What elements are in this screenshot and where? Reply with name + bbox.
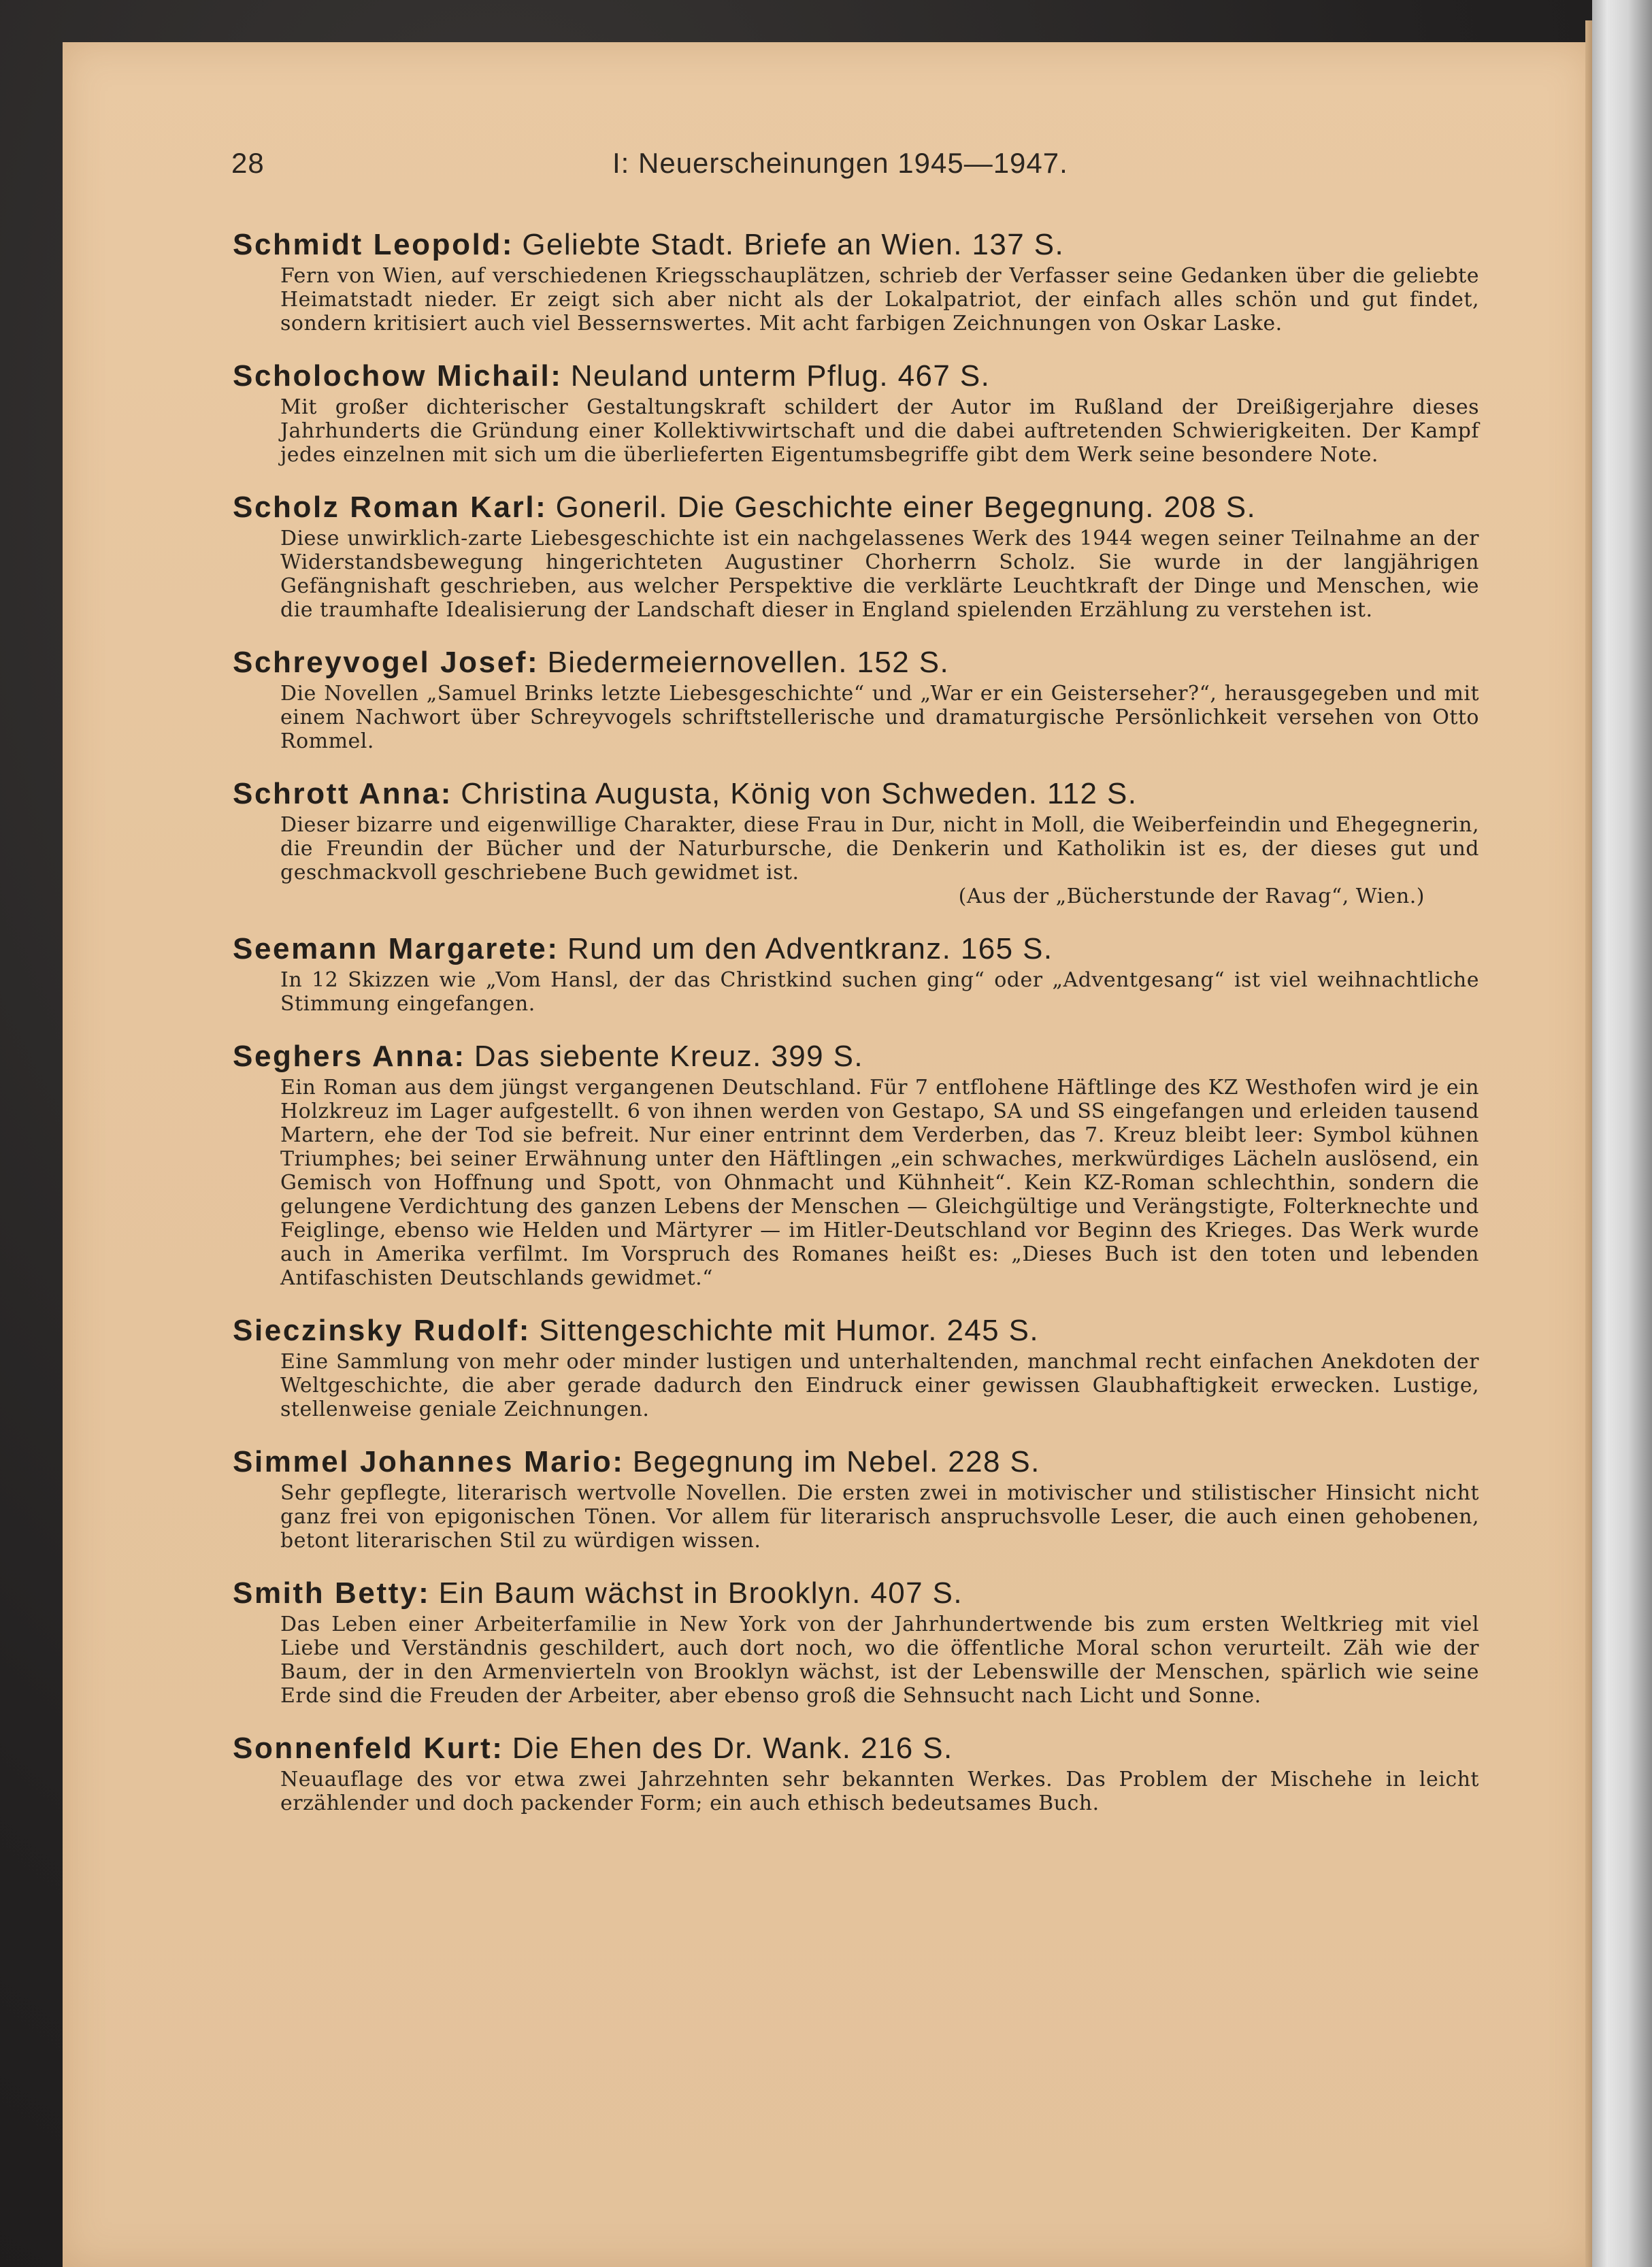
entry-title <box>233 1731 1479 1766</box>
list-item <box>233 1039 1479 1290</box>
entry-description: Mit großer dichterischer Gestaltungskraft schildert der Autor im Rußland der Dreißigerjahre dieses Jahrhunderts die Gründung einer Kollektivwirtschaft und die dabei auftretenden Schwierigkeiten. Der Kampf jedes einzelnen mit sich um die überlieferten Eigentumsbegriffe gibt dem Werk seine besondere Note. <box>280 395 1479 467</box>
entry-book: Christina Augusta, König von Schweden. 112 S. <box>461 777 1138 810</box>
entry-book: Biedermeiernovellen. 152 S. <box>547 646 950 679</box>
entry-description: Die Novellen „Samuel Brinks letzte Liebesgeschichte“ und „War er ein Geisterseher?“, herausgegeben und mit einem Nachwort über Schreyvogels schriftstellerische und dramaturgische Persönlichkeit versehen von Otto Rommel. <box>280 682 1479 753</box>
list-item <box>233 490 1479 622</box>
entry-book: Das siebente Kreuz. 399 S. <box>474 1040 863 1073</box>
entry-author: Scholz Roman Karl: <box>233 491 548 524</box>
entry-description: Dieser bizarre und eigenwillige Charakter, diese Frau in Dur, nicht in Moll, die Weiberfeindin und Ehegegnerin, die Freundin der Bücher und der Naturbursche, die Denkerin und Katholikin ist es, der dieses gut und geschmackvoll geschriebene Buch gewidmet ist. <box>280 813 1479 884</box>
entry-book: Ein Baum wächst in Brooklyn. 407 S. <box>438 1576 963 1610</box>
entry-description: Das Leben einer Arbeiterfamilie in New York von der Jahrhundertwende bis zum ersten Weltkrieg mit viel Liebe und Verständnis geschildert, auch dort noch, wo die öffentliche Moral schon verurteilt. Zäh wie der Baum, der in den Armenvierteln von Brooklyn wächst, ist der Lebenswille der Menschen, spärlich wie seine Erde sind die Freuden der Arbeiter, aber ebenso groß die Sehnsucht nach Licht und Sonne. <box>280 1612 1479 1708</box>
entry-book: Rund um den Adventkranz. 165 S. <box>567 932 1053 965</box>
entry-book: Goneril. Die Geschichte einer Begegnung. 208 S. <box>555 491 1257 524</box>
entry-description: Fern von Wien, auf verschiedenen Kriegsschauplätzen, schrieb der Verfasser seine Gedanken über die geliebte Heimatstadt nieder. Er zeigt sich aber nicht als der Lokalpatriot, der einfach alles schön und gut findet, sondern kritisiert auch viel Bessernswertes. Mit acht farbigen Zeichnungen von Oskar Laske. <box>280 264 1479 335</box>
list-item <box>233 931 1479 1016</box>
list-item <box>233 227 1479 335</box>
entry-book: Die Ehen des Dr. Wank. 216 S. <box>512 1732 953 1765</box>
entry-description: Neuauflage des vor etwa zwei Jahrzehnten sehr bekannten Werkes. Das Problem der Mischehe in leicht erzählender und doch packender Form; ein auch ethisch bedeutsames Buch. <box>280 1768 1479 1815</box>
entry-title <box>233 1313 1479 1348</box>
entry-book: Geliebte Stadt. Briefe an Wien. 137 S. <box>522 228 1065 261</box>
page-header <box>0 147 1652 188</box>
entry-description: In 12 Skizzen wie „Vom Hansl, der das Christkind suchen ging“ oder „Adventgesang“ ist viel weihnachtliche Stimmung eingefangen. <box>280 968 1479 1016</box>
list-item <box>233 1576 1479 1708</box>
entry-author: Scholochow Michail: <box>233 359 563 393</box>
entry-author: Schreyvogel Josef: <box>233 646 540 679</box>
entry-author: Sieczinsky Rudolf: <box>233 1314 531 1347</box>
entry-title <box>233 359 1479 394</box>
running-head: I: Neuerscheinungen 1945—1947. <box>612 147 1068 179</box>
entry-book: Neuland unterm Pflug. 467 S. <box>570 359 991 393</box>
entry-author: Seghers Anna: <box>233 1040 466 1073</box>
page-edge <box>1585 20 1592 2267</box>
entry-title <box>233 1576 1479 1611</box>
entry-description: Ein Roman aus dem jüngst vergangenen Deutschland. Für 7 entflohene Häftlinge des KZ Westhofen wird je ein Holzkreuz im Lager aufgestellt. 6 von ihnen werden von Gestapo, SA und SS eingefangen und erleiden tausend Martern, ehe der Tod sie befreit. Nur einer entrinnt dem Verderben, das 7. Kreuz bleibt leer: Symbol kühnen Triumphes; bei seiner Erwähnung unter den Häftlingen „ein schwaches, merkwürdiges Lächeln auslösend, ein Gemisch von Hoffnung und Spott, von Ohnmacht und Kühnheit“. Kein KZ-Roman schlechthin, sondern die gelungene Verdichtung des ganzen Lebens der Menschen — Gleichgültige und Verängstigte, Folterknechte und Feiglinge, ebenso wie Helden und Märtyrer — im Hitler-Deutschland vor Beginn des Krieges. Das Werk wurde auch in Amerika verfilmt. Im Vorspruch des Romanes heißt es: „Dieses Buch ist den toten und lebenden Antifaschisten Deutschlands gewidmet.“ <box>280 1076 1479 1290</box>
list-item <box>233 1731 1479 1815</box>
entry-title <box>233 227 1479 263</box>
entry-author: Simmel Johannes Mario: <box>233 1445 625 1478</box>
entry-list <box>233 227 1479 1838</box>
list-item <box>233 1313 1479 1421</box>
entry-author: Schmidt Leopold: <box>233 228 514 261</box>
entry-title <box>233 645 1479 680</box>
list-item <box>233 359 1479 467</box>
entry-author: Sonnenfeld Kurt: <box>233 1732 504 1765</box>
list-item <box>233 645 1479 753</box>
entry-book: Begegnung im Nebel. 228 S. <box>632 1445 1040 1478</box>
entry-description: Eine Sammlung von mehr oder minder lustigen und unterhaltenden, manchmal recht einfachen Anekdoten der Weltgeschichte, die aber gerade dadurch den Eindruck einer gewissen Glaubhaftigkeit erwecken. Lustige, stellenweise geniale Zeichnungen. <box>280 1350 1479 1421</box>
entry-title <box>233 776 1479 812</box>
entry-author: Schrott Anna: <box>233 777 453 810</box>
book-binding <box>1592 0 1652 2267</box>
entry-title <box>233 1039 1479 1074</box>
entry-author: Smith Betty: <box>233 1576 431 1610</box>
entry-title <box>233 1444 1479 1480</box>
entry-description: Sehr gepflegte, literarisch wertvolle Novellen. Die ersten zwei in motivischer und stilistischer Hinsicht nicht ganz frei von epigonischen Tönen. Vor allem für literarisch anspruchsvolle Leser, die auch einen gehobenen, betont literarischen Stil zu würdigen wissen. <box>280 1481 1479 1553</box>
entry-source: (Aus der „Bücherstunde der Ravag“, Wien.) <box>958 884 1425 908</box>
list-item <box>233 776 1479 908</box>
entry-book: Sittengeschichte mit Humor. 245 S. <box>539 1314 1040 1347</box>
entry-author: Seemann Margarete: <box>233 932 559 965</box>
entry-title <box>233 931 1479 967</box>
entry-description: Diese unwirklich-zarte Liebesgeschichte ist ein nachgelassenes Werk des 1944 wegen seiner Teilnahme an der Widerstandsbewegung hingerichteten Augustiner Chorherrn Scholz. Sie wurde in der langjährigen Gefängnishaft geschrieben, aus welcher Perspektive die verklärte Leuchtkraft der Dinge und Menschen, wie die traumhafte Idealisierung der Landschaft dieser in England spielenden Erzählung zu verstehen ist. <box>280 527 1479 622</box>
entry-title <box>233 490 1479 525</box>
list-item <box>233 1444 1479 1553</box>
page-number: 28 <box>231 147 265 179</box>
